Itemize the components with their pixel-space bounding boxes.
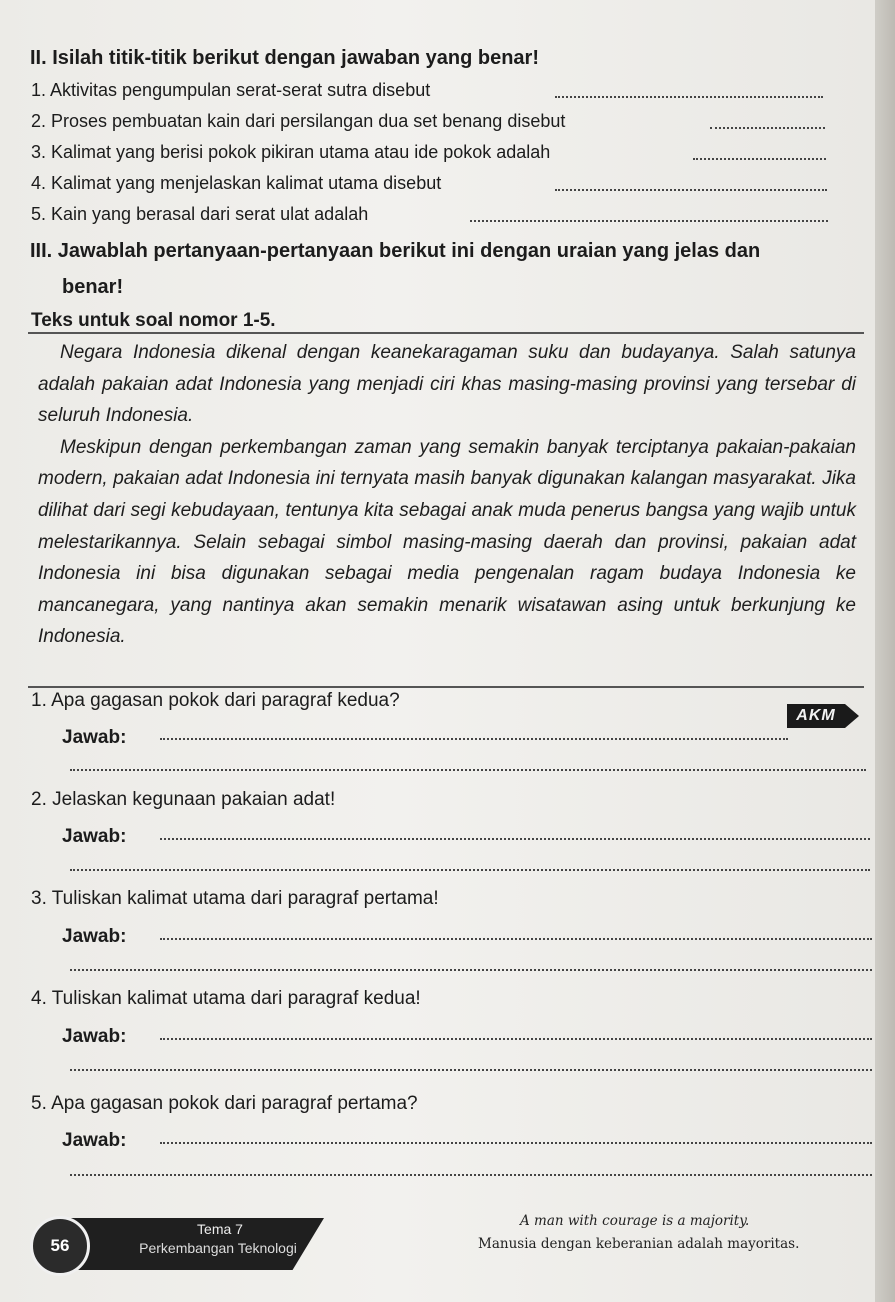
section3-heading: III. Jawablah pertanyaan-pertanyaan berikut ini dengan uraian yang jelas dan [30, 240, 761, 262]
akm-badge: AKM [787, 704, 845, 728]
fill-item-2: 2. Proses pembuatan kain dari persilangan dua set benang disebut [31, 111, 566, 131]
fill-item-1: 1. Aktivitas pengumpulan serat-serat sutra disebut [31, 80, 431, 100]
answer-line[interactable] [70, 1069, 872, 1071]
passage-paragraph-2: Meskipun dengan perkembangan zaman yang semakin banyak terciptanya pakaian-pakaian modern, pakaian adat Indonesia ini ternyata masih banyak digunakan kalangan masyarakat. Jika dilihat dari segi kebudayaan, tentunya kita sebagai anak muda penerus bangsa yang wajib untuk melestarikannya. Selain sebagai simbol masing-masing daerah dan provinsi, pakaian adat Indonesia ini bisa digunakan sebagai media pengenalan ragam budaya Indonesia ke mancanegara, yang nantinya akan semakin menarik wisatawan asing untuk berkunjung ke Indonesia. [38, 436, 856, 648]
answer-line[interactable] [70, 969, 872, 971]
passage-paragraph-1: Negara Indonesia dikenal dengan keanekaragaman suku dan budayanya. Salah satunya adalah pakaian adat Indonesia yang menjadi ciri khas masing-masing provinsi yang tersebar di seluruh Indonesia. [38, 342, 856, 427]
answer-line[interactable] [160, 738, 788, 740]
answer-line[interactable] [160, 1038, 872, 1040]
question-1: 1. Apa gagasan pokok dari paragraf kedua? [31, 690, 400, 711]
section2-heading: II. Isilah titik-titik berikut dengan jawaban yang benar! [30, 47, 539, 69]
answer-line[interactable] [160, 838, 870, 840]
footer-tema: Tema 7 [197, 1221, 243, 1237]
answer-label-2: Jawab: [62, 826, 127, 847]
page-number: 56 [30, 1216, 90, 1276]
section3-heading-cont: benar! [62, 276, 124, 298]
fill-item-5: 5. Kain yang berasal dari serat ulat adalah [31, 204, 369, 224]
footer-tema-subtitle: Perkembangan Teknologi [139, 1240, 297, 1256]
reading-passage [38, 337, 856, 653]
footer-quote-id: Manusia dengan keberanian adalah mayoritas. [478, 1236, 800, 1252]
answer-line[interactable] [70, 769, 866, 771]
answer-line[interactable] [160, 1142, 872, 1144]
answer-line[interactable] [555, 189, 827, 191]
fill-item-3: 3. Kalimat yang berisi pokok pikiran utama atau ide pokok adalah [31, 142, 551, 162]
question-4: 4. Tuliskan kalimat utama dari paragraf kedua! [31, 988, 421, 1009]
answer-label-3: Jawab: [62, 926, 127, 947]
question-2: 2. Jelaskan kegunaan pakaian adat! [31, 789, 336, 810]
answer-line[interactable] [555, 96, 823, 98]
answer-line[interactable] [470, 220, 828, 222]
answer-label-4: Jawab: [62, 1026, 127, 1047]
page-edge [875, 0, 895, 1302]
text-intro: Teks untuk soal nomor 1-5. [31, 310, 276, 331]
footer-quote-en: A man with courage is a majority. [520, 1213, 750, 1229]
answer-line[interactable] [160, 938, 872, 940]
question-3: 3. Tuliskan kalimat utama dari paragraf pertama! [31, 888, 439, 909]
answer-line[interactable] [70, 1174, 872, 1176]
answer-label-5: Jawab: [62, 1130, 127, 1151]
question-5: 5. Apa gagasan pokok dari paragraf pertama? [31, 1093, 418, 1114]
answer-label-1: Jawab: [62, 727, 127, 748]
akm-arrow-icon [845, 704, 859, 728]
answer-line[interactable] [693, 158, 826, 160]
fill-item-4: 4. Kalimat yang menjelaskan kalimat utama disebut [31, 173, 442, 193]
answer-line[interactable] [710, 127, 825, 129]
answer-line[interactable] [70, 869, 870, 871]
